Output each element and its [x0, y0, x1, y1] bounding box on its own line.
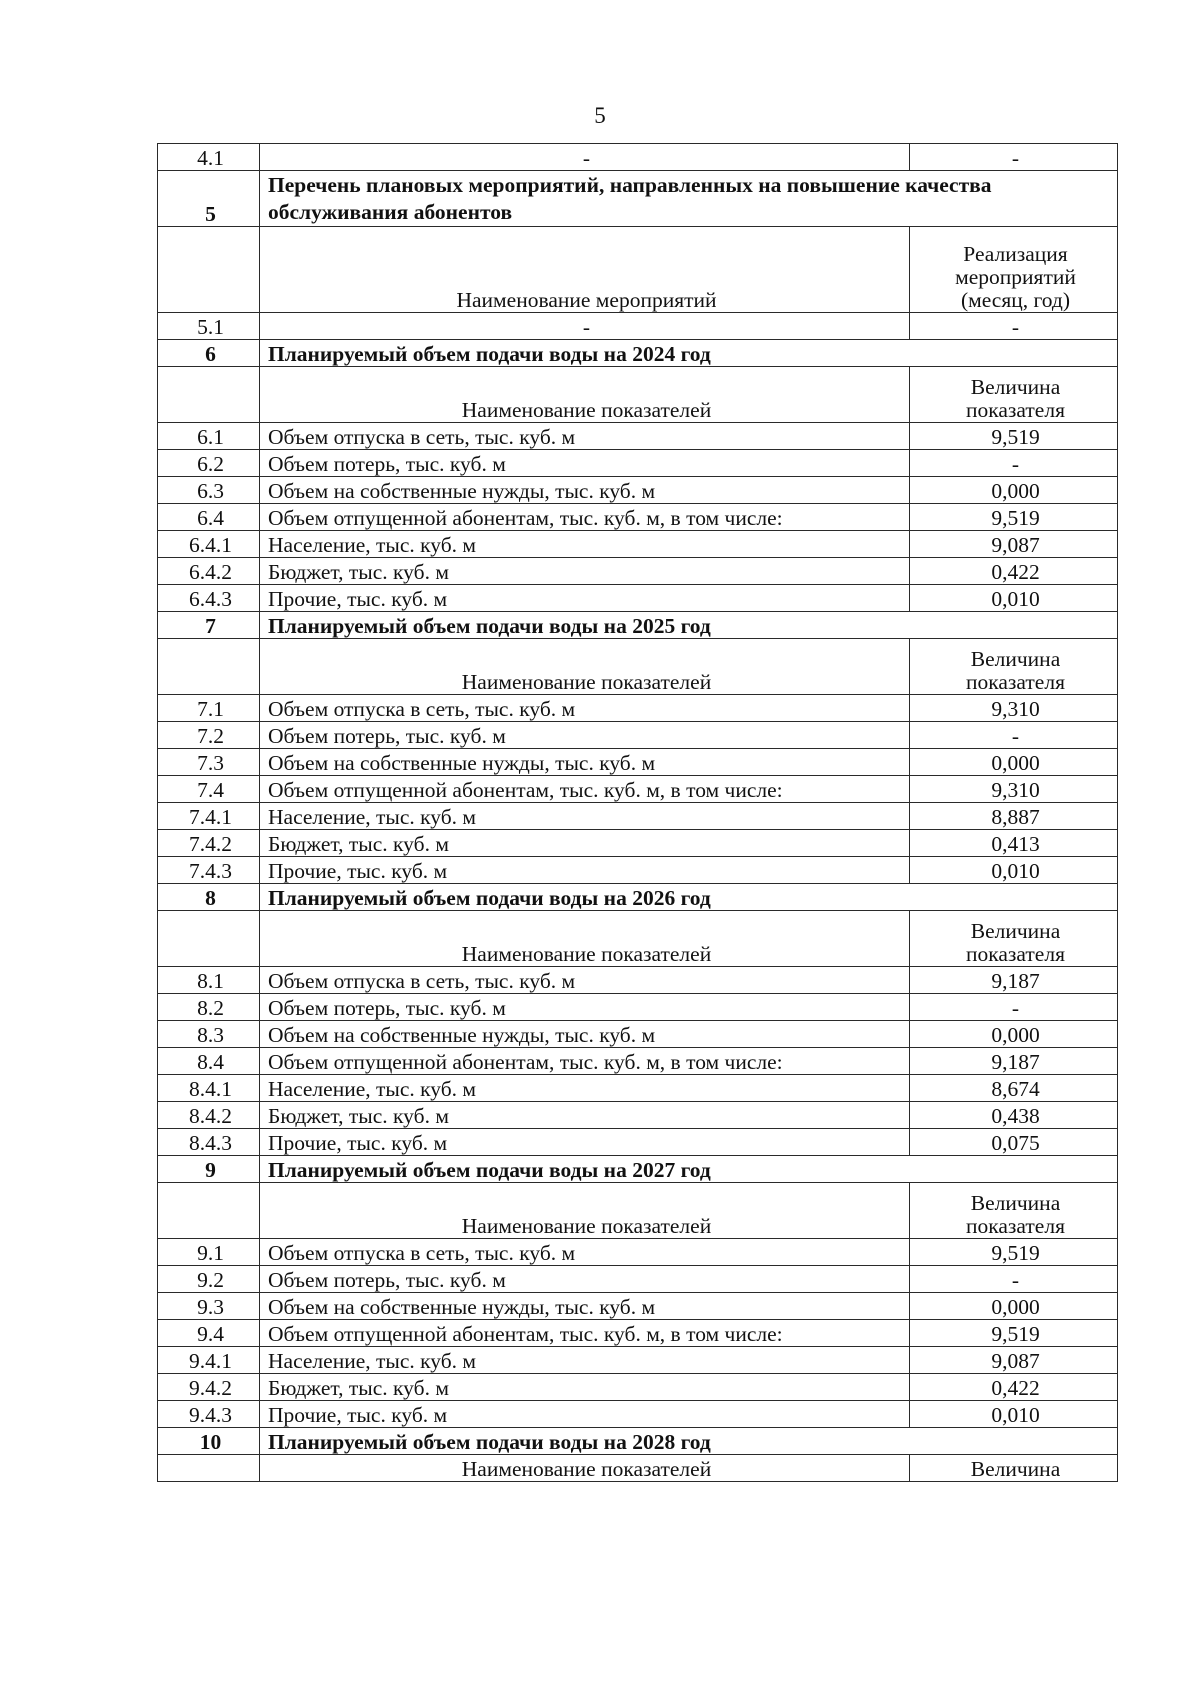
header-value — [910, 1455, 1118, 1482]
header-name: Наименование показателей — [260, 367, 910, 423]
column-header-row — [158, 639, 1118, 695]
indicator-value: 0,010 — [910, 1401, 1118, 1428]
row-number: 8.4.3 — [158, 1129, 260, 1156]
section-row — [158, 884, 1118, 911]
indicator-name: Объем на собственные нужды, тыс. куб. м — [260, 1293, 910, 1320]
section-row — [158, 1428, 1118, 1455]
indicator-value: 9,519 — [910, 423, 1118, 450]
section-number: 7 — [158, 612, 260, 639]
header-value-line: показателя — [966, 1214, 1065, 1238]
indicator-value: 0,422 — [910, 558, 1118, 585]
header-value-line: Реализация — [963, 242, 1068, 266]
indicator-value: 0,010 — [910, 857, 1118, 884]
section-number: 8 — [158, 884, 260, 911]
row-number: 7.3 — [158, 749, 260, 776]
row-number: 8.2 — [158, 994, 260, 1021]
header-value-line: мероприятий — [955, 265, 1076, 289]
table-row — [158, 1129, 1118, 1156]
indicator-value: 0,413 — [910, 830, 1118, 857]
table-row — [158, 1266, 1118, 1293]
row-number: 6.4.2 — [158, 558, 260, 585]
header-number-cell — [158, 639, 260, 695]
header-value — [910, 367, 1118, 423]
indicator-value: 9,310 — [910, 695, 1118, 722]
row-number: 6.3 — [158, 477, 260, 504]
table-row — [158, 1374, 1118, 1401]
table-row — [158, 1320, 1118, 1347]
indicator-name: Объем отпущенной абонентам, тыс. куб. м, в том числе: — [260, 1048, 910, 1075]
header-name: Наименование показателей — [260, 911, 910, 967]
header-value-line: показателя — [966, 670, 1065, 694]
indicator-name: Объем потерь, тыс. куб. м — [260, 450, 910, 477]
indicator-value: - — [910, 313, 1118, 340]
row-number: 8.1 — [158, 967, 260, 994]
table-row — [158, 830, 1118, 857]
row-number: 6.4.1 — [158, 531, 260, 558]
column-header-row — [158, 1183, 1118, 1239]
indicator-value: 9,087 — [910, 1347, 1118, 1374]
header-value-line: показателя — [966, 398, 1065, 422]
indicator-name: Прочие, тыс. куб. м — [260, 1401, 910, 1428]
indicator-value: 9,519 — [910, 1239, 1118, 1266]
indicator-name: Бюджет, тыс. куб. м — [260, 558, 910, 585]
indicator-value: 0,000 — [910, 1293, 1118, 1320]
section-title: Планируемый объем подачи воды на 2025 год — [260, 612, 1118, 639]
page-number: 5 — [594, 103, 606, 128]
header-number-cell — [158, 227, 260, 313]
header-number-cell — [158, 1183, 260, 1239]
header-number-cell — [158, 1455, 260, 1482]
table-row — [158, 585, 1118, 612]
row-number: 9.4.1 — [158, 1347, 260, 1374]
indicator-name: Бюджет, тыс. куб. м — [260, 830, 910, 857]
indicator-name: - — [260, 144, 910, 171]
indicator-name: Объем отпуска в сеть, тыс. куб. м — [260, 695, 910, 722]
row-number: 8.4 — [158, 1048, 260, 1075]
indicator-name: Объем отпуска в сеть, тыс. куб. м — [260, 967, 910, 994]
table-row — [158, 1293, 1118, 1320]
indicator-value: 9,087 — [910, 531, 1118, 558]
section-title: Планируемый объем подачи воды на 2024 год — [260, 340, 1118, 367]
section-number: 5 — [158, 171, 260, 227]
row-number: 9.4.3 — [158, 1401, 260, 1428]
indicators-table — [157, 143, 1118, 1482]
row-number: 9.3 — [158, 1293, 260, 1320]
indicator-value: - — [910, 1266, 1118, 1293]
indicator-value: - — [910, 450, 1118, 477]
indicator-value: 0,438 — [910, 1102, 1118, 1129]
table-row — [158, 504, 1118, 531]
indicator-value: 9,187 — [910, 967, 1118, 994]
row-number: 7.2 — [158, 722, 260, 749]
table-row — [158, 857, 1118, 884]
header-name: Наименование показателей — [260, 639, 910, 695]
indicator-name: Население, тыс. куб. м — [260, 1347, 910, 1374]
header-value-line: Величина — [970, 1457, 1061, 1481]
indicator-name: Объем на собственные нужды, тыс. куб. м — [260, 749, 910, 776]
indicator-value: - — [910, 722, 1118, 749]
indicator-value: 9,187 — [910, 1048, 1118, 1075]
header-name: Наименование показателей — [260, 1183, 910, 1239]
table-row — [158, 722, 1118, 749]
row-number: 6.2 — [158, 450, 260, 477]
section-number: 9 — [158, 1156, 260, 1183]
indicator-value: - — [910, 144, 1118, 171]
header-value-line: Величина — [970, 647, 1061, 671]
indicator-value: 9,519 — [910, 1320, 1118, 1347]
indicator-name: Прочие, тыс. куб. м — [260, 585, 910, 612]
indicator-name: Объем потерь, тыс. куб. м — [260, 1266, 910, 1293]
indicator-name: - — [260, 313, 910, 340]
row-number: 6.4 — [158, 504, 260, 531]
table-row — [158, 994, 1118, 1021]
indicator-value: 0,000 — [910, 477, 1118, 504]
table-row — [158, 1347, 1118, 1374]
column-header-row — [158, 1455, 1118, 1482]
indicator-name: Объем отпуска в сеть, тыс. куб. м — [260, 423, 910, 450]
row-number: 8.4.1 — [158, 1075, 260, 1102]
header-value-line: Величина — [970, 1191, 1061, 1215]
row-number: 5.1 — [158, 313, 260, 340]
header-value — [910, 227, 1118, 313]
table-row — [158, 313, 1118, 340]
indicator-name: Объем на собственные нужды, тыс. куб. м — [260, 477, 910, 504]
indicator-name: Объем на собственные нужды, тыс. куб. м — [260, 1021, 910, 1048]
row-number: 8.4.2 — [158, 1102, 260, 1129]
indicator-value: 9,310 — [910, 776, 1118, 803]
row-number: 7.4.2 — [158, 830, 260, 857]
indicator-value: 0,010 — [910, 585, 1118, 612]
row-number: 7.4.3 — [158, 857, 260, 884]
section-number: 10 — [158, 1428, 260, 1455]
row-number: 9.2 — [158, 1266, 260, 1293]
indicator-name: Бюджет, тыс. куб. м — [260, 1102, 910, 1129]
row-number: 7.1 — [158, 695, 260, 722]
header-value-line: показателя — [966, 942, 1065, 966]
row-number: 7.4 — [158, 776, 260, 803]
table-row — [158, 531, 1118, 558]
indicator-name: Население, тыс. куб. м — [260, 531, 910, 558]
indicator-value: 8,887 — [910, 803, 1118, 830]
header-number-cell — [158, 911, 260, 967]
indicator-name: Прочие, тыс. куб. м — [260, 857, 910, 884]
table-row — [158, 144, 1118, 171]
section-row — [158, 340, 1118, 367]
section-number: 6 — [158, 340, 260, 367]
indicator-name: Объем потерь, тыс. куб. м — [260, 722, 910, 749]
column-header-row — [158, 367, 1118, 423]
table-row — [158, 1102, 1118, 1129]
table-row — [158, 1048, 1118, 1075]
indicator-name: Население, тыс. куб. м — [260, 803, 910, 830]
header-number-cell — [158, 367, 260, 423]
table-row — [158, 1075, 1118, 1102]
indicator-value: - — [910, 994, 1118, 1021]
table-row — [158, 1401, 1118, 1428]
row-number: 9.4.2 — [158, 1374, 260, 1401]
table-row — [158, 423, 1118, 450]
indicator-name: Население, тыс. куб. м — [260, 1075, 910, 1102]
header-value-line: (месяц, год) — [960, 288, 1071, 312]
table-row — [158, 1239, 1118, 1266]
indicator-name: Объем отпущенной абонентам, тыс. куб. м, в том числе: — [260, 776, 910, 803]
row-number: 9.1 — [158, 1239, 260, 1266]
indicator-name: Объем потерь, тыс. куб. м — [260, 994, 910, 1021]
indicator-value: 0,075 — [910, 1129, 1118, 1156]
row-number: 9.4 — [158, 1320, 260, 1347]
header-name: Наименование мероприятий — [260, 227, 910, 313]
section-title: Планируемый объем подачи воды на 2027 год — [260, 1156, 1118, 1183]
row-number: 6.4.3 — [158, 585, 260, 612]
table-row — [158, 967, 1118, 994]
row-number: 8.3 — [158, 1021, 260, 1048]
indicator-name: Объем отпуска в сеть, тыс. куб. м — [260, 1239, 910, 1266]
indicator-value: 0,422 — [910, 1374, 1118, 1401]
header-value-line: Величина — [970, 919, 1061, 943]
section-title: Перечень плановых мероприятий, направленных на повышение качества обслуживания абонентов — [260, 171, 1118, 227]
column-header-row — [158, 227, 1118, 313]
section-title: Планируемый объем подачи воды на 2026 год — [260, 884, 1118, 911]
section-row — [158, 171, 1118, 227]
header-value-line: Величина — [970, 375, 1061, 399]
row-number: 6.1 — [158, 423, 260, 450]
header-value — [910, 639, 1118, 695]
indicator-value: 8,674 — [910, 1075, 1118, 1102]
indicator-name: Бюджет, тыс. куб. м — [260, 1374, 910, 1401]
row-number: 4.1 — [158, 144, 260, 171]
indicator-value: 9,519 — [910, 504, 1118, 531]
table-body — [158, 144, 1118, 1482]
indicator-name: Объем отпущенной абонентам, тыс. куб. м, в том числе: — [260, 504, 910, 531]
table-row — [158, 695, 1118, 722]
table-row — [158, 558, 1118, 585]
column-header-row — [158, 911, 1118, 967]
table-row — [158, 803, 1118, 830]
header-name: Наименование показателей — [260, 1455, 910, 1482]
table-row — [158, 1021, 1118, 1048]
table-row — [158, 749, 1118, 776]
section-row — [158, 1156, 1118, 1183]
table-row — [158, 450, 1118, 477]
header-value — [910, 911, 1118, 967]
table-row — [158, 477, 1118, 504]
indicator-value: 0,000 — [910, 749, 1118, 776]
indicator-name: Прочие, тыс. куб. м — [260, 1129, 910, 1156]
header-value — [910, 1183, 1118, 1239]
indicator-name: Объем отпущенной абонентам, тыс. куб. м, в том числе: — [260, 1320, 910, 1347]
row-number: 7.4.1 — [158, 803, 260, 830]
indicator-value: 0,000 — [910, 1021, 1118, 1048]
section-row — [158, 612, 1118, 639]
section-title: Планируемый объем подачи воды на 2028 год — [260, 1428, 1118, 1455]
table-row — [158, 776, 1118, 803]
